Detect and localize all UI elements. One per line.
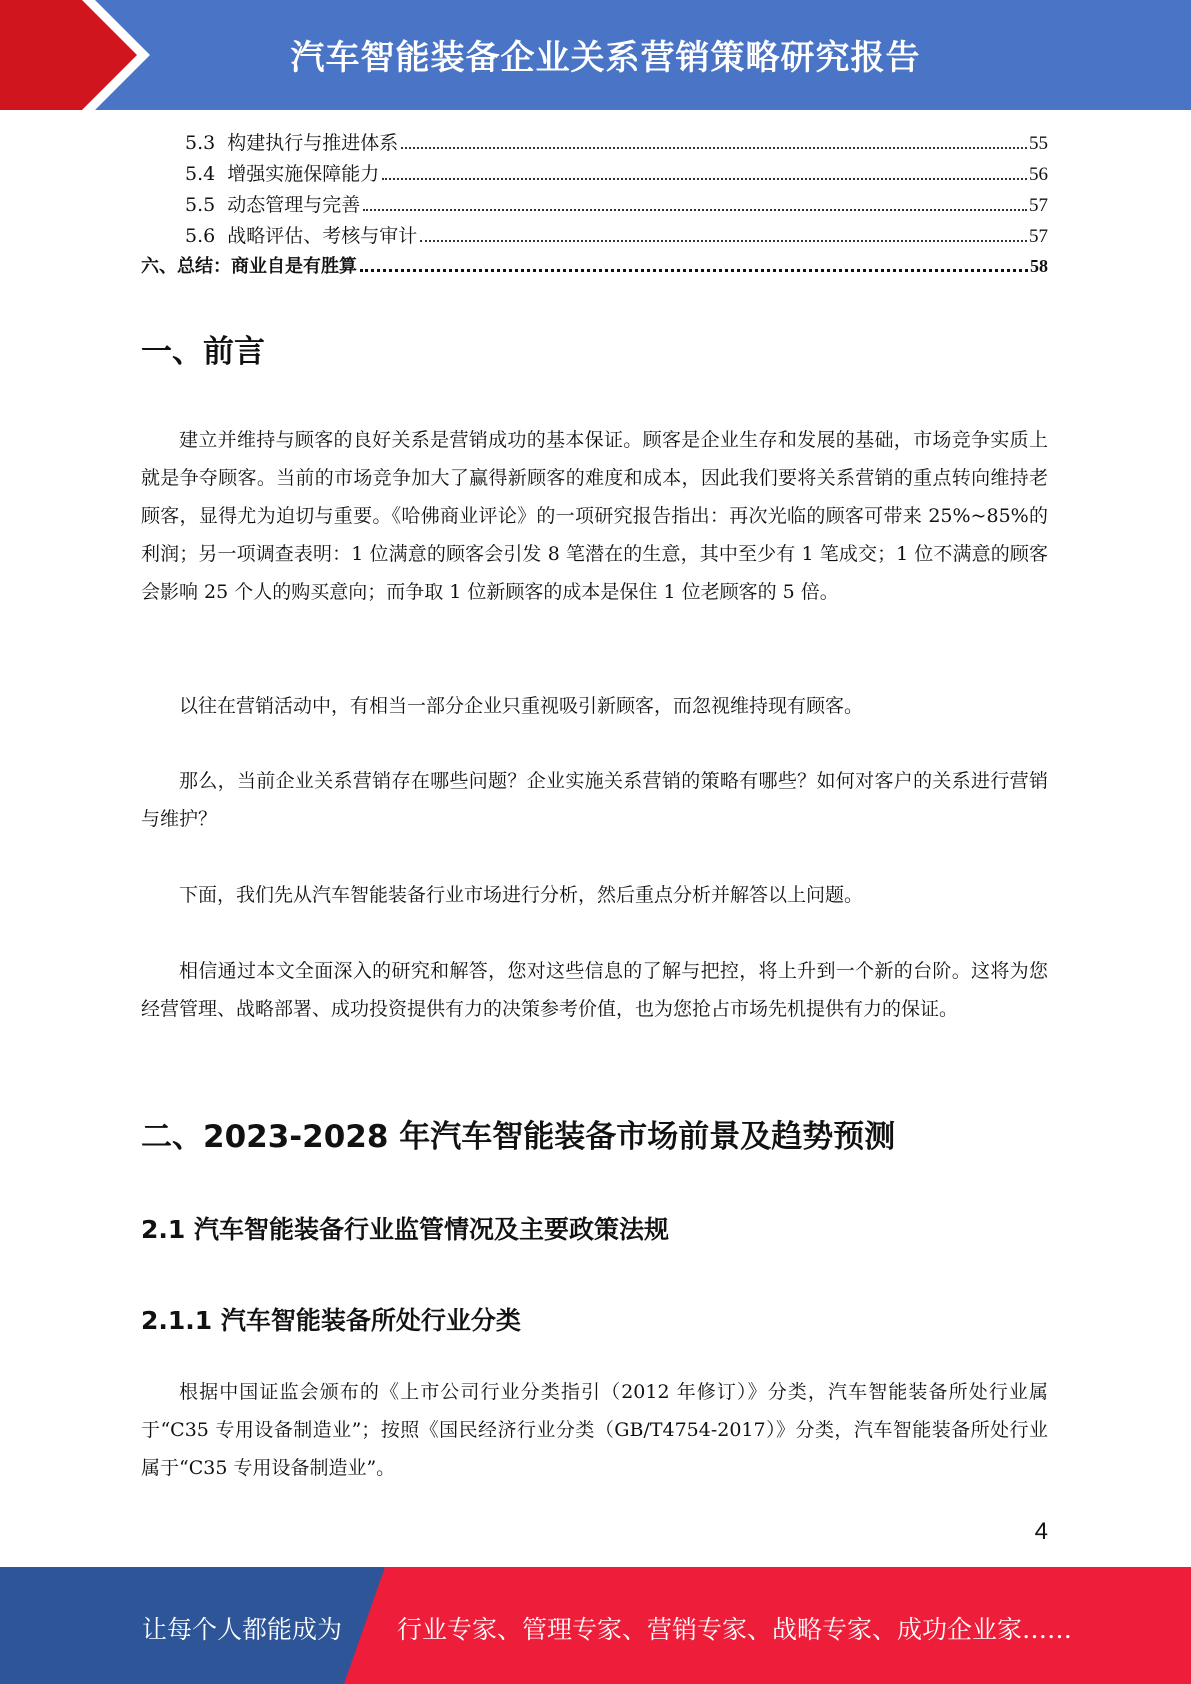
toc-item-label: 5.3 构建执行与推进体系 xyxy=(185,132,399,154)
toc-leader xyxy=(382,178,1027,180)
toc-item[interactable] xyxy=(141,128,1048,159)
body-paragraph: 下面，我们先从汽车智能装备行业市场进行分析，然后重点分析并解答以上问题。 xyxy=(179,884,864,906)
body-paragraph: 相信通过本文全面深入的研究和解答，您对这些信息的了解与把控，将上升到一个新的台阶。这将为您经营管理、战略部署、成功投资提供有力的决策参考价值，也为您抢占市场先机提供有力的保证。 xyxy=(141,960,1048,1020)
toc-leader xyxy=(401,147,1027,149)
toc-item-page: 58 xyxy=(1030,256,1048,276)
toc-item-label: 5.4 增强实施保障能力 xyxy=(185,163,380,185)
toc-item-page: 57 xyxy=(1029,195,1048,216)
toc-item-page: 55 xyxy=(1029,133,1048,154)
toc-item-label: 六、总结：商业自是有胜算 xyxy=(141,256,357,277)
table-of-contents xyxy=(141,128,1048,283)
body-paragraph: 以往在营销活动中，有相当一部分企业只重视吸引新顾客，而忽视维持现有顾客。 xyxy=(179,695,864,717)
subsection-heading: 2.1.1 汽车智能装备所处行业分类 xyxy=(141,1306,521,1335)
toc-item-page: 57 xyxy=(1029,226,1048,247)
body-paragraph: 根据中国证监会颁布的《上市公司行业分类指引（2012 年修订）》分类，汽车智能装备所处行业属于“C35 专用设备制造业”；按照《国民经济行业分类（GB/T4754-2017）》分类，汽车智能装备所处行业属于“C35 专用设备制造业”。 xyxy=(141,1381,1048,1479)
subsection-heading: 2.1 汽车智能装备行业监管情况及主要政策法规 xyxy=(141,1215,669,1244)
toc-item-page: 56 xyxy=(1029,164,1048,185)
report-title: 汽车智能装备企业关系营销策略研究报告 xyxy=(290,38,921,78)
toc-item[interactable] xyxy=(141,221,1048,252)
footer-slogan-right: 行业专家、管理专家、营销专家、战略专家、成功企业家…… xyxy=(397,1615,1073,1644)
body-paragraph: 建立并维持与顾客的良好关系是营销成功的基本保证。顾客是企业生存和发展的基础，市场竞争实质上就是争夺顾客。当前的市场竞争加大了赢得新顾客的难度和成本，因此我们要将关系营销的重点转向维持老顾客，显得尤为迫切与重要。《哈佛商业评论》的一项研究报告指出：再次光临的顾客可带来 25%~85%的利润；另一项调查表明：1 位满意的顾客会引发 8 笔潜在的生意，其中至少有 1 笔成交；1 位不满意的顾客会影响 25 个人的购买意向；而争取 1 位新顾客的成本是保住 1 位老顾客的 5 倍。 xyxy=(141,429,1048,603)
footer-slogan-left: 让每个人都能成为 xyxy=(142,1615,343,1644)
section-heading-forecast: 二、2023-2028 年汽车智能装备市场前景及趋势预测 xyxy=(141,1119,896,1155)
toc-leader xyxy=(363,209,1027,211)
section-heading-preface: 一、前言 xyxy=(141,334,265,370)
toc-leader xyxy=(420,240,1027,242)
body-paragraph: 那么，当前企业关系营销存在哪些问题？企业实施关系营销的策略有哪些？如何对客户的关系进行营销与维护？ xyxy=(141,770,1048,830)
page-footer xyxy=(0,1567,1191,1684)
toc-item[interactable] xyxy=(141,159,1048,190)
page-header xyxy=(0,0,1191,110)
toc-item-label: 5.6 战略评估、考核与审计 xyxy=(185,225,418,247)
toc-item[interactable] xyxy=(141,190,1048,221)
page-number: 4 xyxy=(1034,1518,1048,1545)
toc-item-label: 5.5 动态管理与完善 xyxy=(185,194,361,216)
toc-leader xyxy=(360,269,1028,272)
toc-item[interactable] xyxy=(141,252,1048,283)
